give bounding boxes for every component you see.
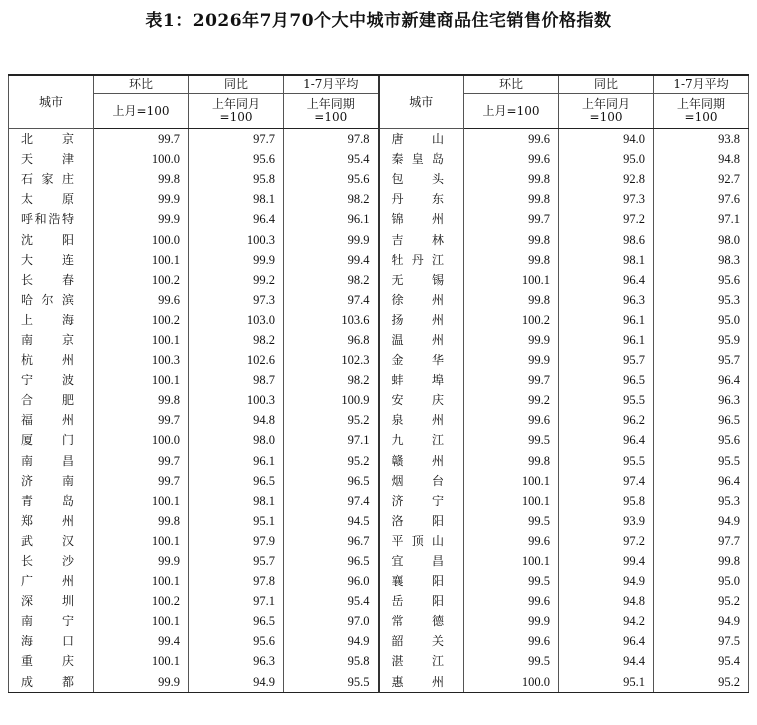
cell-avg-left: 102.3 (284, 350, 379, 370)
cell-mom-left: 99.8 (94, 511, 189, 531)
cell-city-left: 南宁 (9, 611, 94, 631)
cell-avg-left: 96.7 (284, 531, 379, 551)
cell-mom-right: 99.5 (464, 511, 559, 531)
cell-yoy-left: 98.7 (189, 370, 284, 390)
cell-avg-left: 97.8 (284, 129, 379, 150)
cell-mom-right: 99.7 (464, 370, 559, 390)
cell-mom-left: 100.2 (94, 310, 189, 330)
cell-avg-left: 97.0 (284, 611, 379, 631)
cell-yoy-left: 102.6 (189, 350, 284, 370)
cell-city-left: 呼和浩特 (9, 209, 94, 229)
cell-mom-left: 99.7 (94, 129, 189, 150)
cell-avg-right: 95.9 (654, 330, 749, 350)
cell-city-left: 广州 (9, 571, 94, 591)
cell-mom-right: 100.1 (464, 491, 559, 511)
cell-yoy-right: 96.4 (559, 430, 654, 450)
cell-mom-left: 100.1 (94, 611, 189, 631)
table-row (9, 511, 749, 531)
header-yoy-right: 同比 (559, 75, 654, 94)
cell-avg-left: 96.8 (284, 330, 379, 350)
cell-yoy-right: 97.2 (559, 209, 654, 229)
cell-avg-right: 95.6 (654, 430, 749, 450)
cell-city-right: 丹东 (379, 189, 464, 209)
cell-city-right: 牡丹江 (379, 250, 464, 270)
cell-avg-right: 98.3 (654, 250, 749, 270)
cell-avg-right: 98.0 (654, 229, 749, 249)
cell-city-right: 烟台 (379, 471, 464, 491)
cell-avg-left: 96.5 (284, 551, 379, 571)
cell-avg-left: 96.1 (284, 209, 379, 229)
header-mom-left: 环比 (94, 75, 189, 94)
cell-avg-left: 95.8 (284, 651, 379, 671)
cell-avg-left: 95.5 (284, 672, 379, 693)
cell-mom-left: 100.1 (94, 571, 189, 591)
cell-avg-right: 94.9 (654, 611, 749, 631)
table-row (9, 350, 749, 370)
table-row (9, 330, 749, 350)
table-row (9, 531, 749, 551)
cell-city-left: 济南 (9, 471, 94, 491)
cell-yoy-right: 96.4 (559, 631, 654, 651)
cell-mom-right: 100.2 (464, 310, 559, 330)
cell-yoy-left: 99.2 (189, 270, 284, 290)
cell-yoy-right: 94.8 (559, 591, 654, 611)
cell-yoy-right: 99.4 (559, 551, 654, 571)
cell-city-left: 北京 (9, 129, 94, 150)
cell-mom-left: 100.3 (94, 350, 189, 370)
cell-city-right: 赣州 (379, 451, 464, 471)
table-row (9, 651, 749, 671)
cell-avg-left: 96.5 (284, 471, 379, 491)
cell-city-right: 常德 (379, 611, 464, 631)
cell-mom-left: 100.1 (94, 491, 189, 511)
cell-yoy-right: 95.5 (559, 390, 654, 410)
cell-mom-right: 99.6 (464, 591, 559, 611)
cell-avg-left: 95.2 (284, 410, 379, 430)
table-row (9, 410, 749, 430)
table-row (9, 631, 749, 651)
cell-mom-left: 99.6 (94, 290, 189, 310)
cell-yoy-left: 94.8 (189, 410, 284, 430)
cell-yoy-left: 98.1 (189, 189, 284, 209)
cell-mom-right: 99.5 (464, 651, 559, 671)
cell-mom-right: 99.7 (464, 209, 559, 229)
cell-yoy-left: 95.7 (189, 551, 284, 571)
cell-city-left: 哈尔滨 (9, 290, 94, 310)
cell-yoy-right: 97.2 (559, 531, 654, 551)
cell-city-right: 泉州 (379, 410, 464, 430)
cell-avg-left: 98.2 (284, 370, 379, 390)
cell-avg-right: 92.7 (654, 169, 749, 189)
table-row (9, 611, 749, 631)
cell-yoy-left: 97.3 (189, 290, 284, 310)
cell-city-left: 太原 (9, 189, 94, 209)
cell-yoy-left: 97.7 (189, 129, 284, 150)
cell-city-right: 惠州 (379, 672, 464, 693)
cell-city-left: 大连 (9, 250, 94, 270)
cell-city-left: 天津 (9, 149, 94, 169)
cell-avg-right: 96.3 (654, 390, 749, 410)
cell-mom-left: 100.1 (94, 370, 189, 390)
cell-city-left: 重庆 (9, 651, 94, 671)
cell-yoy-left: 97.1 (189, 591, 284, 611)
cell-mom-right: 99.5 (464, 430, 559, 450)
cell-mom-left: 100.0 (94, 430, 189, 450)
cell-avg-right: 95.3 (654, 290, 749, 310)
cell-city-right: 无锡 (379, 270, 464, 290)
table-row (9, 290, 749, 310)
cell-mom-right: 100.1 (464, 551, 559, 571)
cell-yoy-left: 96.5 (189, 471, 284, 491)
cell-mom-right: 99.8 (464, 451, 559, 471)
cell-avg-right: 96.4 (654, 370, 749, 390)
cell-city-right: 扬州 (379, 310, 464, 330)
cell-avg-right: 95.6 (654, 270, 749, 290)
cell-mom-left: 99.4 (94, 631, 189, 651)
cell-city-right: 包头 (379, 169, 464, 189)
cell-avg-left: 95.4 (284, 591, 379, 611)
cell-city-left: 成都 (9, 672, 94, 693)
header-avg-right: 1-7月平均 (654, 75, 749, 94)
cell-mom-right: 99.6 (464, 410, 559, 430)
cell-yoy-right: 94.0 (559, 129, 654, 150)
table-row (9, 672, 749, 693)
cell-yoy-left: 96.1 (189, 451, 284, 471)
cell-city-right: 韶关 (379, 631, 464, 651)
table-row (9, 390, 749, 410)
cell-avg-right: 97.7 (654, 531, 749, 551)
cell-yoy-left: 94.9 (189, 672, 284, 693)
cell-city-right: 九江 (379, 430, 464, 450)
table-row (9, 591, 749, 611)
cell-city-right: 平顶山 (379, 531, 464, 551)
cell-mom-left: 99.7 (94, 451, 189, 471)
cell-avg-left: 97.4 (284, 491, 379, 511)
table-row (9, 491, 749, 511)
header-mom-right: 环比 (464, 75, 559, 94)
cell-avg-right: 95.7 (654, 350, 749, 370)
cell-mom-right: 99.9 (464, 611, 559, 631)
cell-mom-left: 100.0 (94, 149, 189, 169)
cell-avg-left: 94.5 (284, 511, 379, 531)
table-row (9, 451, 749, 471)
table-row (9, 430, 749, 450)
cell-avg-right: 95.3 (654, 491, 749, 511)
table-row (9, 270, 749, 290)
cell-yoy-right: 95.1 (559, 672, 654, 693)
cell-mom-left: 100.2 (94, 270, 189, 290)
cell-avg-left: 97.1 (284, 430, 379, 450)
table-row (9, 209, 749, 229)
cell-mom-right: 100.1 (464, 270, 559, 290)
cell-mom-right: 100.0 (464, 672, 559, 693)
cell-yoy-right: 94.2 (559, 611, 654, 631)
cell-city-left: 上海 (9, 310, 94, 330)
cell-mom-left: 99.8 (94, 390, 189, 410)
cell-mom-left: 99.7 (94, 410, 189, 430)
cell-avg-left: 94.9 (284, 631, 379, 651)
cell-avg-right: 96.5 (654, 410, 749, 430)
header-yoy-base-right: 上年同月 =100 (559, 94, 654, 129)
cell-mom-right: 99.6 (464, 531, 559, 551)
table-row (9, 149, 749, 169)
cell-mom-left: 99.9 (94, 672, 189, 693)
table-row (9, 370, 749, 390)
header-avg-left: 1-7月平均 (284, 75, 379, 94)
header-avg-base-left: 上年同期 =100 (284, 94, 379, 129)
cell-mom-right: 99.6 (464, 631, 559, 651)
cell-city-right: 徐州 (379, 290, 464, 310)
cell-yoy-left: 95.6 (189, 149, 284, 169)
cell-avg-left: 98.2 (284, 270, 379, 290)
cell-mom-right: 100.1 (464, 471, 559, 491)
cell-avg-left: 98.2 (284, 189, 379, 209)
cell-avg-left: 95.6 (284, 169, 379, 189)
cell-yoy-left: 97.9 (189, 531, 284, 551)
cell-avg-left: 95.4 (284, 149, 379, 169)
cell-city-left: 福州 (9, 410, 94, 430)
cell-yoy-right: 96.1 (559, 310, 654, 330)
cell-mom-left: 99.9 (94, 551, 189, 571)
cell-avg-right: 94.8 (654, 149, 749, 169)
cell-mom-right: 99.8 (464, 169, 559, 189)
cell-city-left: 长春 (9, 270, 94, 290)
table-row (9, 189, 749, 209)
cell-city-left: 郑州 (9, 511, 94, 531)
cell-mom-left: 100.1 (94, 651, 189, 671)
cell-mom-left: 100.1 (94, 250, 189, 270)
cell-mom-right: 99.5 (464, 571, 559, 591)
cell-avg-right: 94.9 (654, 511, 749, 531)
cell-yoy-left: 100.3 (189, 390, 284, 410)
cell-avg-right: 97.1 (654, 209, 749, 229)
cell-avg-right: 95.5 (654, 451, 749, 471)
cell-yoy-left: 96.4 (189, 209, 284, 229)
cell-yoy-right: 98.6 (559, 229, 654, 249)
table-body (9, 129, 749, 693)
cell-yoy-right: 95.5 (559, 451, 654, 471)
cell-avg-right: 99.8 (654, 551, 749, 571)
cell-mom-right: 99.9 (464, 330, 559, 350)
cell-avg-right: 96.4 (654, 471, 749, 491)
cell-mom-right: 99.8 (464, 229, 559, 249)
cell-city-right: 宜昌 (379, 551, 464, 571)
cell-yoy-right: 96.2 (559, 410, 654, 430)
cell-city-left: 海口 (9, 631, 94, 651)
cell-mom-right: 99.6 (464, 149, 559, 169)
cell-yoy-right: 97.3 (559, 189, 654, 209)
cell-yoy-left: 95.8 (189, 169, 284, 189)
header-yoy-left: 同比 (189, 75, 284, 94)
cell-mom-right: 99.9 (464, 350, 559, 370)
cell-mom-right: 99.8 (464, 290, 559, 310)
header-avg-base-right: 上年同期 =100 (654, 94, 749, 129)
cell-avg-right: 95.0 (654, 310, 749, 330)
cell-avg-right: 97.5 (654, 631, 749, 651)
cell-mom-left: 100.0 (94, 229, 189, 249)
cell-yoy-left: 97.8 (189, 571, 284, 591)
cell-yoy-right: 95.0 (559, 149, 654, 169)
table-header (9, 75, 749, 129)
header-city-right: 城市 (379, 75, 464, 129)
cell-mom-left: 99.7 (94, 471, 189, 491)
table-row (9, 471, 749, 491)
cell-yoy-left: 96.3 (189, 651, 284, 671)
cell-mom-right: 99.6 (464, 129, 559, 150)
cell-mom-right: 99.8 (464, 250, 559, 270)
cell-avg-left: 99.4 (284, 250, 379, 270)
cell-yoy-left: 98.2 (189, 330, 284, 350)
cell-city-left: 南京 (9, 330, 94, 350)
cell-avg-right: 95.2 (654, 591, 749, 611)
table-row (9, 551, 749, 571)
cell-yoy-right: 95.7 (559, 350, 654, 370)
cell-city-left: 宁波 (9, 370, 94, 390)
cell-avg-left: 97.4 (284, 290, 379, 310)
cell-city-right: 洛阳 (379, 511, 464, 531)
cell-city-right: 岳阳 (379, 591, 464, 611)
cell-yoy-right: 92.8 (559, 169, 654, 189)
cell-yoy-right: 94.4 (559, 651, 654, 671)
cell-mom-left: 100.1 (94, 531, 189, 551)
cell-yoy-right: 97.4 (559, 471, 654, 491)
cell-city-right: 湛江 (379, 651, 464, 671)
cell-mom-left: 99.9 (94, 189, 189, 209)
cell-mom-left: 100.1 (94, 330, 189, 350)
table-row (9, 571, 749, 591)
cell-city-left: 合肥 (9, 390, 94, 410)
cell-yoy-right: 96.5 (559, 370, 654, 390)
cell-city-right: 唐山 (379, 129, 464, 150)
table-row (9, 250, 749, 270)
cell-yoy-right: 96.4 (559, 270, 654, 290)
cell-avg-left: 103.6 (284, 310, 379, 330)
table-row (9, 129, 749, 150)
cell-yoy-left: 95.1 (189, 511, 284, 531)
cell-avg-right: 95.0 (654, 571, 749, 591)
cell-avg-left: 96.0 (284, 571, 379, 591)
cell-yoy-right: 93.9 (559, 511, 654, 531)
cell-yoy-left: 103.0 (189, 310, 284, 330)
cell-yoy-left: 98.1 (189, 491, 284, 511)
cell-city-left: 沈阳 (9, 229, 94, 249)
cell-mom-right: 99.2 (464, 390, 559, 410)
cell-avg-right: 93.8 (654, 129, 749, 150)
table-row (9, 310, 749, 330)
header-city-left: 城市 (9, 75, 94, 129)
cell-mom-left: 100.2 (94, 591, 189, 611)
cell-city-right: 秦皇岛 (379, 149, 464, 169)
cell-yoy-left: 95.6 (189, 631, 284, 651)
cell-mom-left: 99.8 (94, 169, 189, 189)
cell-city-left: 厦门 (9, 430, 94, 450)
header-mom-base-left: 上月=100 (94, 94, 189, 129)
cell-avg-left: 100.9 (284, 390, 379, 410)
cell-city-right: 济宁 (379, 491, 464, 511)
cell-yoy-right: 96.3 (559, 290, 654, 310)
cell-avg-left: 95.2 (284, 451, 379, 471)
table-row (9, 229, 749, 249)
cell-city-left: 武汉 (9, 531, 94, 551)
cell-avg-right: 95.4 (654, 651, 749, 671)
header-yoy-base-left: 上年同月 =100 (189, 94, 284, 129)
cell-avg-right: 95.2 (654, 672, 749, 693)
cell-city-left: 深圳 (9, 591, 94, 611)
cell-city-left: 南昌 (9, 451, 94, 471)
cell-yoy-right: 96.1 (559, 330, 654, 350)
cell-avg-right: 97.6 (654, 189, 749, 209)
cell-city-left: 青岛 (9, 491, 94, 511)
cell-city-right: 锦州 (379, 209, 464, 229)
cell-city-right: 襄阳 (379, 571, 464, 591)
cell-yoy-left: 99.9 (189, 250, 284, 270)
cell-yoy-left: 100.3 (189, 229, 284, 249)
cell-yoy-right: 94.9 (559, 571, 654, 591)
cell-city-right: 温州 (379, 330, 464, 350)
cell-city-right: 安庆 (379, 390, 464, 410)
header-mom-base-right: 上月=100 (464, 94, 559, 129)
table-row (9, 169, 749, 189)
table-title: 表1：2026年7月70个大中城市新建商品住宅销售价格指数 (145, 11, 612, 31)
cell-yoy-right: 98.1 (559, 250, 654, 270)
cell-yoy-left: 96.5 (189, 611, 284, 631)
cell-yoy-right: 95.8 (559, 491, 654, 511)
price-index-table (8, 74, 749, 693)
cell-avg-left: 99.9 (284, 229, 379, 249)
cell-city-right: 吉林 (379, 229, 464, 249)
cell-city-left: 石家庄 (9, 169, 94, 189)
cell-mom-left: 99.9 (94, 209, 189, 229)
cell-yoy-left: 98.0 (189, 430, 284, 450)
cell-city-right: 蚌埠 (379, 370, 464, 390)
cell-city-right: 金华 (379, 350, 464, 370)
cell-mom-right: 99.8 (464, 189, 559, 209)
cell-city-left: 长沙 (9, 551, 94, 571)
cell-city-left: 杭州 (9, 350, 94, 370)
